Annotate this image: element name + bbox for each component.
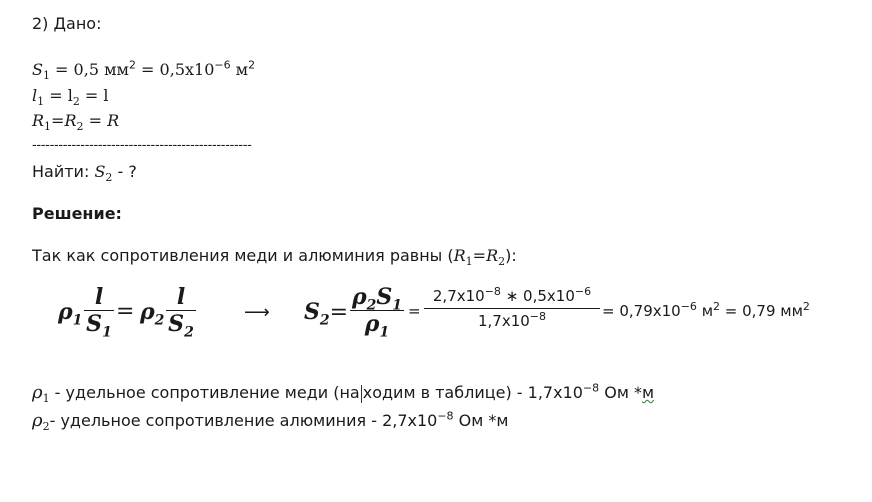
arrow-icon — [244, 302, 270, 323]
fraction2-s-sub: 2 — [184, 324, 194, 341]
s1-m-power: −6 — [214, 58, 231, 72]
r1-subscript: 1 — [44, 120, 52, 134]
task-heading — [32, 14, 101, 34]
note1-unit-end: м — [641, 383, 655, 402]
note1-text-b: ходим в таблице) - 1,7x10 — [362, 383, 583, 402]
s1-value-m: = 0,5x10 — [135, 60, 215, 79]
fraction1-numerator: l — [94, 284, 104, 310]
s1-unit-exponent: 2 — [248, 58, 256, 72]
numeric-bar — [424, 308, 600, 309]
r2-symbol: =R — [51, 111, 77, 130]
numeric-num-exp-b: −6 — [574, 285, 592, 298]
note1-text-a: - удельное сопротивление меди (на — [49, 383, 360, 402]
l2-symbol: = l — [44, 86, 73, 105]
equals-sign-3: = — [408, 302, 421, 320]
rho2-glyph: ρ — [140, 299, 155, 325]
l1-subscript: 1 — [37, 95, 45, 109]
s2-glyph: S — [304, 299, 320, 325]
fraction3-s-sub: 1 — [392, 297, 403, 314]
statement-r1: R — [453, 246, 466, 265]
note-rho2 — [32, 409, 509, 434]
s2-symbol — [304, 299, 349, 329]
fraction3-s: S — [376, 284, 393, 310]
s1-mm-exponent: 2 — [128, 58, 136, 72]
find-question: - ? — [112, 162, 137, 181]
given-s1 — [32, 58, 256, 83]
rho1-glyph: ρ — [58, 299, 73, 325]
r-equals: = R — [83, 111, 120, 130]
fraction-numeric — [424, 286, 600, 331]
arrow-glyph: ⟶ — [244, 302, 270, 323]
s1-value-mm: = 0,5 мм — [49, 60, 129, 79]
fraction2-s: S — [168, 311, 185, 337]
equals-sign-2: = — [329, 300, 349, 325]
note2-text: - удельное сопротивление алюминия - 2,7x10 — [49, 411, 438, 430]
equals-sign-1: = — [116, 299, 135, 324]
separator-text: -------------------------------------------------- — [32, 138, 252, 153]
statement-r1-sub: 1 — [465, 255, 473, 269]
note-rho1 — [32, 381, 655, 406]
find-label: Найти: — [32, 162, 95, 181]
note1-rho: ρ — [32, 382, 43, 403]
separator-line — [32, 136, 252, 156]
rho2-symbol — [140, 299, 165, 329]
solution-heading — [32, 204, 122, 224]
l-equals: = l — [79, 86, 109, 105]
numeric-num-exp-a: −8 — [484, 285, 501, 298]
fraction3-rho: ρ — [351, 284, 367, 310]
rho1-subscript: 1 — [72, 312, 83, 329]
rho2-subscript: 2 — [154, 312, 165, 329]
fraction2-numerator: l — [176, 284, 186, 310]
formula-result — [602, 302, 810, 320]
fraction-rho2s1-rho1 — [350, 284, 404, 341]
fraction3-den-sub: 1 — [379, 324, 390, 341]
numeric-num-op: ∗ 0,5x10 — [500, 287, 575, 305]
formula-block — [32, 282, 872, 344]
l2-subscript: 2 — [72, 95, 80, 109]
given-l — [32, 86, 109, 109]
formula-equals-3 — [408, 302, 421, 320]
s2-subscript: 2 — [319, 312, 330, 329]
statement-eq: = — [472, 246, 487, 265]
task-heading-text: 2) Дано: — [32, 14, 102, 33]
note1-exp: −8 — [582, 381, 600, 395]
fraction-l-s2 — [166, 284, 196, 341]
r1-symbol: R — [32, 111, 45, 130]
solution-heading-text: Решение: — [32, 204, 122, 223]
result-unit: м — [696, 302, 714, 320]
fraction1-s-sub: 1 — [102, 324, 112, 341]
numeric-den-value: 1,7x10 — [477, 312, 530, 330]
numeric-num-a: 2,7x10 — [432, 287, 485, 305]
fraction3-rho-sub: 2 — [366, 297, 377, 314]
l1-symbol: l — [32, 86, 38, 105]
find-line — [32, 162, 137, 185]
numeric-denominator — [478, 311, 546, 331]
result-unit-sup: 2 — [713, 300, 721, 313]
result-value-a: = 0,79x10 — [602, 302, 681, 320]
find-variable: S — [94, 162, 106, 181]
fraction3-denominator — [364, 311, 390, 341]
given-r — [32, 111, 120, 134]
result-b-sup: 2 — [802, 300, 810, 313]
formula-equals-1 — [116, 299, 134, 324]
rho1-symbol — [58, 299, 83, 329]
statement-line — [32, 246, 517, 269]
statement-text: Так как сопротивления меди и алюминия равны ( — [32, 246, 454, 265]
statement-r2-sub: 2 — [498, 255, 506, 269]
s1-unit: м — [230, 60, 249, 79]
result-value-b: = 0,79 мм — [720, 302, 803, 320]
fraction1-s: S — [86, 311, 103, 337]
fraction-l-s1 — [84, 284, 114, 341]
numeric-den-exp: −8 — [529, 310, 547, 323]
numeric-numerator — [433, 286, 591, 306]
fraction2-denominator — [168, 311, 194, 341]
fraction3-den-rho: ρ — [364, 311, 380, 337]
note1-sub: 1 — [42, 392, 50, 406]
statement-r2: R — [486, 246, 499, 265]
s1-subscript: 1 — [42, 69, 50, 83]
note1-unit: Ом * — [599, 383, 642, 402]
fraction3-numerator — [351, 284, 403, 314]
result-exponent: −6 — [680, 300, 697, 313]
r2-subscript: 2 — [76, 120, 84, 134]
text-cursor — [361, 385, 362, 403]
note2-exp: −8 — [437, 409, 454, 423]
note2-sub: 2 — [42, 420, 50, 434]
fraction1-denominator — [86, 311, 112, 341]
s1-symbol: S — [32, 60, 43, 79]
statement-close: ): — [505, 246, 517, 265]
find-subscript: 2 — [105, 171, 113, 185]
note2-rho: ρ — [32, 410, 43, 431]
note2-unit: Ом *м — [453, 411, 509, 430]
